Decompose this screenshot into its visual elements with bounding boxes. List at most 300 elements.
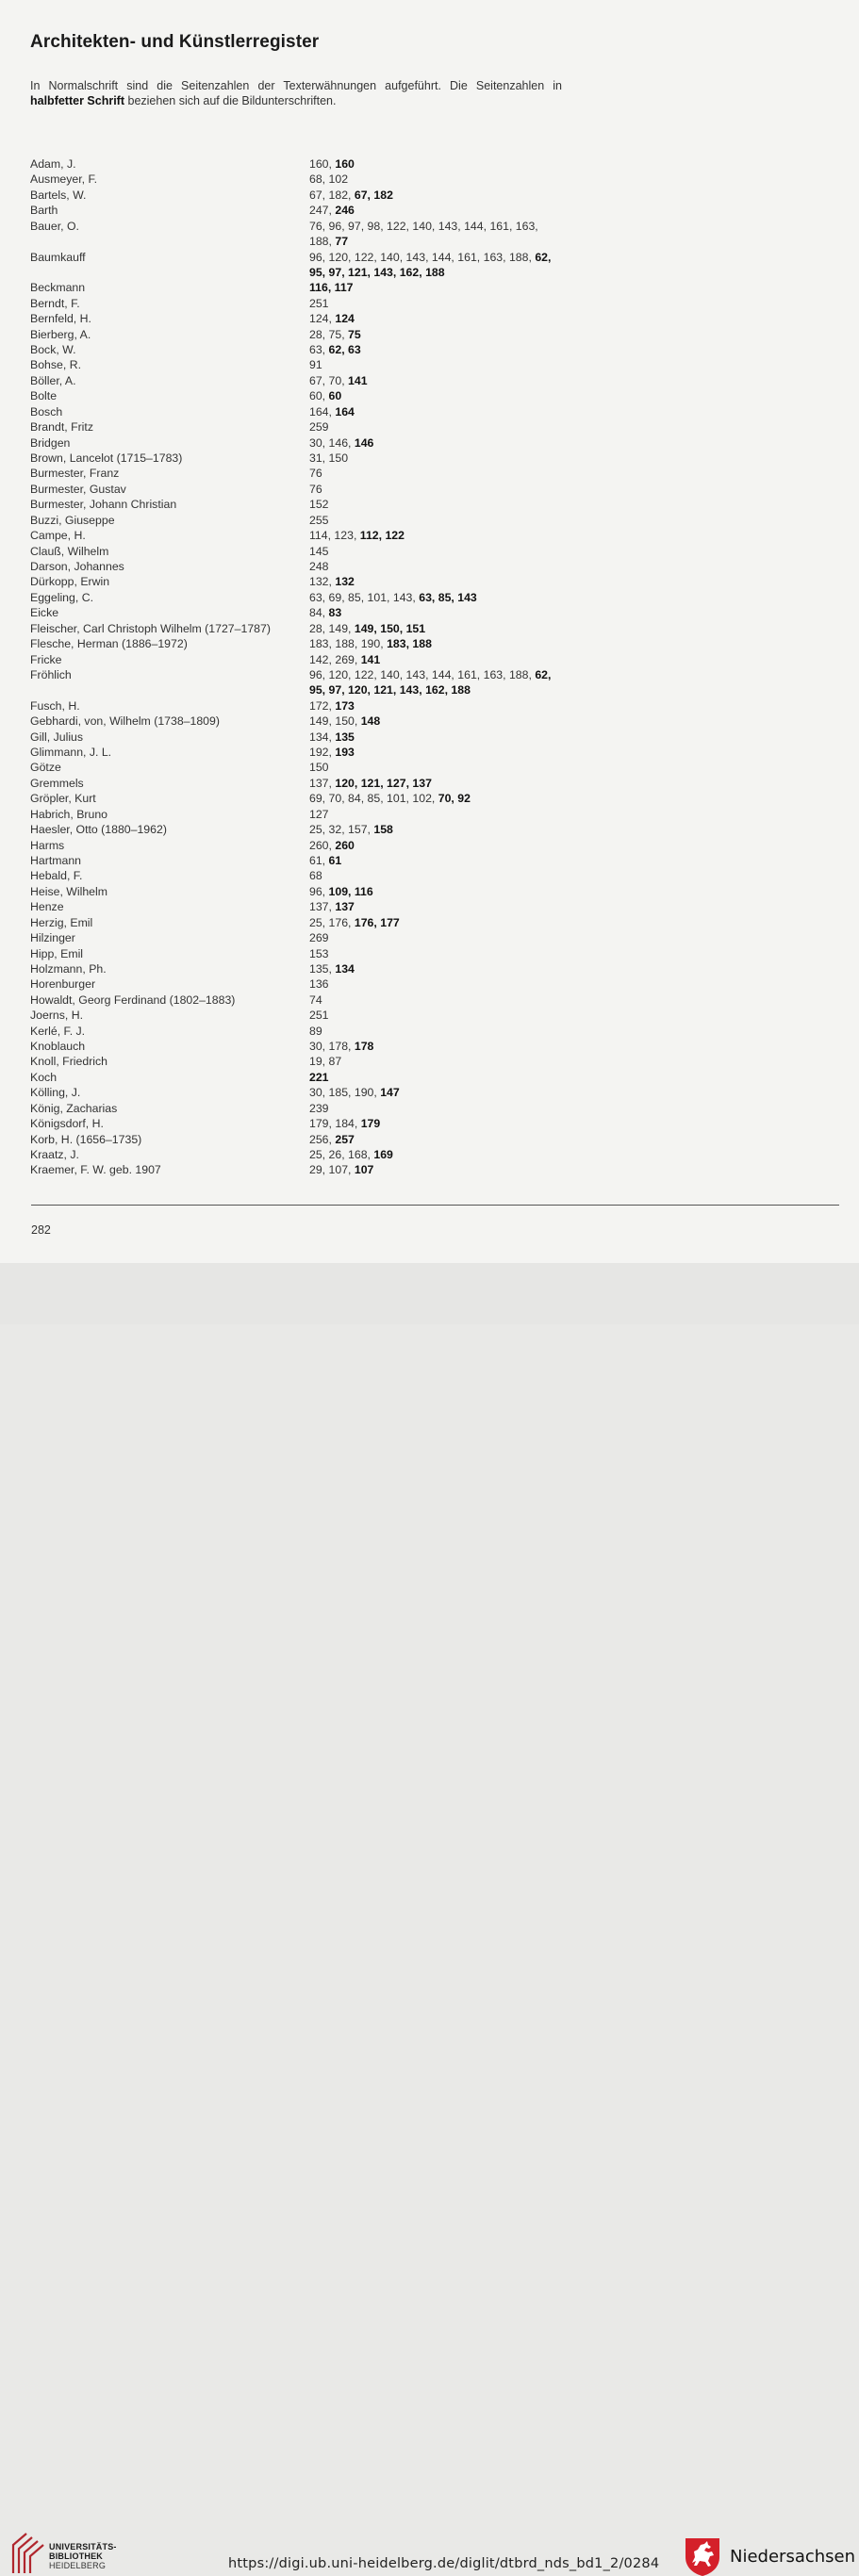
register-entry [30,807,596,822]
entry-name: Bernfeld, H. [30,312,91,326]
figure-page-refs: 149, 150, 151 [354,621,426,635]
document-url-link[interactable]: https://digi.ub.uni-heidelberg.de/diglit/dtbrd_nds_bd1_2/0284 [228,2556,660,2571]
register-entry [30,590,596,605]
entry-pages [309,760,564,775]
entry-name: Howaldt, Georg Ferdinand (1802–1883) [30,993,236,1007]
text-page-refs: 25, 176, [309,915,355,929]
figure-page-refs: 62, 95, 97, 120, 121, 143, 162, 188 [309,667,552,697]
entry-pages [309,714,564,729]
entry-name: Eicke [30,606,59,620]
figure-page-refs: 67, 182 [354,188,393,202]
text-page-refs: 76 [309,467,322,481]
text-page-refs: 30, 146, [309,435,355,450]
entry-name: Ausmeyer, F. [30,172,98,187]
page-title: Architekten- und Künstlerregister [30,32,320,52]
register-entry [30,188,596,203]
text-page-refs: 91 [309,358,322,372]
entry-pages [309,1162,564,1177]
entry-name: Horenburger [30,977,96,992]
register-entry [30,1116,596,1131]
text-page-refs: 124, [309,312,336,326]
register-entry [30,652,596,667]
entry-name: Gröpler, Kurt [30,792,96,806]
figure-page-refs: 178 [354,1040,374,1054]
entry-pages [309,791,564,806]
viewer-footer [0,1263,859,2571]
entry-pages [309,899,564,914]
entry-name: Clauß, Wilhelm [30,544,109,558]
text-page-refs: 183, 188, 190, [309,637,388,651]
register-entry [30,357,596,372]
text-page-refs: 28, 149, [309,621,355,635]
entry-name: Brown, Lancelot (1715–1783) [30,451,183,466]
register-entry [30,280,596,295]
entry-pages [309,915,564,930]
entry-pages [309,667,564,698]
entry-name: Knoll, Friedrich [30,1055,108,1069]
text-page-refs: 29, 107, [309,1163,355,1177]
figure-page-refs: 120, 121, 127, 137 [335,776,432,790]
text-page-refs: 145 [309,544,329,558]
figure-page-refs: 124 [335,312,355,326]
entry-pages [309,1101,564,1116]
entry-name: Korb, H. (1656–1735) [30,1132,142,1146]
entry-name: Habrich, Bruno [30,807,108,821]
entry-pages [309,730,564,745]
register-list [30,156,596,1178]
entry-name: Bauer, O. [30,219,79,233]
entry-name: Adam, J. [30,157,76,171]
entry-name: Hilzinger [30,931,75,945]
entry-name: Hartmann [30,853,81,867]
entry-pages [309,590,564,605]
entry-name: Heise, Wilhelm [30,884,107,898]
entry-pages [309,1147,564,1162]
register-entry [30,327,596,342]
text-page-refs: 67, 182, [309,188,355,202]
entry-pages [309,1024,564,1039]
entry-name: Böller, A. [30,373,76,387]
text-page-refs: 179, 184, [309,1117,361,1131]
register-entry [30,714,596,729]
entry-name: Berndt, F. [30,296,80,310]
entry-name: Fröhlich [30,667,72,681]
register-entry [30,219,596,250]
register-entry [30,868,596,883]
register-entry [30,667,596,698]
entry-pages [309,528,564,543]
entry-name: Dürkopp, Erwin [30,575,110,589]
entry-pages [309,1116,564,1131]
niedersachsen-horse-logo-icon [684,2536,721,2576]
page-number: 282 [31,1223,51,1237]
entry-pages [309,559,564,574]
text-page-refs: 260, [309,838,336,852]
entry-name: Flesche, Herman (1886–1972) [30,637,188,651]
university-library-name: UNIVERSITÄTS- BIBLIOTHEK HEIDELBERG [49,2542,117,2570]
entry-pages [309,838,564,853]
register-entry [30,1039,596,1054]
entry-pages [309,807,564,822]
figure-page-refs: 107 [354,1163,374,1177]
entry-name: König, Zacharias [30,1101,118,1115]
entry-name: Joerns, H. [30,1009,84,1023]
entry-pages [309,219,564,250]
figure-page-refs: 146 [354,435,374,450]
text-page-refs: 30, 178, [309,1040,355,1054]
text-page-refs: 74 [309,993,322,1007]
entry-pages [309,1054,564,1069]
register-entry [30,822,596,837]
entry-pages [309,930,564,945]
entry-pages [309,172,564,187]
entry-name: Knoblauch [30,1040,86,1054]
entry-name: Gebhardi, von, Wilhelm (1738–1809) [30,714,220,729]
register-entry [30,559,596,574]
register-entry [30,930,596,945]
text-page-refs: 134, [309,730,336,744]
text-page-refs: 61, [309,853,329,867]
entry-name: Fleischer, Carl Christoph Wilhelm (1727–1787) [30,621,271,635]
entry-name: Königsdorf, H. [30,1117,104,1131]
register-entry [30,961,596,976]
entry-pages [309,451,564,466]
text-page-refs: 25, 32, 157, [309,823,374,837]
figure-page-refs: 169 [373,1148,393,1161]
text-page-refs: 164, [309,404,336,418]
entry-pages [309,404,564,419]
figure-page-refs: 148 [360,714,381,729]
text-page-refs: 160, [309,157,336,171]
register-entry [30,1085,596,1100]
register-entry [30,528,596,543]
figure-page-refs: 60 [328,389,342,403]
text-page-refs: 256, [309,1132,336,1146]
entry-pages [309,188,564,203]
text-page-refs: 251 [309,1009,329,1023]
entry-pages [309,976,564,992]
entry-name: Holzmann, Ph. [30,961,107,976]
entry-name: Darson, Johannes [30,559,124,573]
figure-page-refs: 132 [335,575,355,589]
university-library-logo-icon[interactable] [9,2532,47,2575]
register-entry [30,1132,596,1147]
entry-name: Fricke [30,652,62,666]
figure-page-refs: 158 [373,823,393,837]
entry-name: Haesler, Otto (1880–1962) [30,823,167,837]
text-page-refs: 251 [309,296,329,310]
register-entry [30,250,596,281]
register-entry [30,993,596,1008]
figure-page-refs: 62, 63 [328,343,361,357]
text-page-refs: 69, 70, 84, 85, 101, 102, [309,792,438,806]
figure-page-refs: 257 [335,1132,355,1146]
register-entry [30,1147,596,1162]
text-page-refs: 259 [309,420,329,435]
entry-name: Bock, W. [30,343,76,357]
register-entry [30,156,596,172]
text-page-refs: 127 [309,807,329,821]
register-entry [30,435,596,451]
entry-pages [309,435,564,451]
entry-pages [309,311,564,326]
entry-name: Gill, Julius [30,730,84,744]
entry-name: Burmester, Franz [30,467,120,481]
entry-pages [309,156,564,172]
entry-name: Glimmann, J. L. [30,746,112,760]
intro-bold-text: halbfetter Schrift [30,94,125,107]
text-page-refs: 136 [309,977,329,992]
entry-name: Bartels, W. [30,188,87,202]
entry-name: Beckmann [30,281,86,295]
entry-pages [309,993,564,1008]
entry-name: Barth [30,204,58,218]
text-page-refs: 248 [309,559,329,573]
entry-name: Campe, H. [30,529,86,543]
figure-page-refs: 134 [335,961,355,976]
register-entry [30,915,596,930]
entry-name: Hebald, F. [30,869,83,883]
figure-page-refs: 141 [360,652,381,666]
register-entry [30,838,596,853]
entry-pages [309,946,564,961]
register-entry [30,621,596,636]
figure-page-refs: 61 [328,853,342,867]
figure-page-refs: 112, 122 [359,529,405,543]
register-entry [30,296,596,311]
intro-paragraph [30,78,562,108]
text-page-refs: 255 [309,513,329,527]
text-page-refs: 142, 269, [309,652,361,666]
register-entry [30,636,596,651]
entry-pages [309,497,564,512]
entry-pages [309,373,564,388]
register-entry [30,373,596,388]
figure-page-refs: 179 [360,1117,381,1131]
entry-pages [309,280,564,295]
intro-text-end: beziehen sich auf die Bildunterschriften. [124,94,337,107]
figure-page-refs: 137 [335,900,355,914]
text-page-refs: 269 [309,931,329,945]
register-entry [30,1162,596,1177]
text-page-refs: 76 [309,482,322,496]
register-entry [30,899,596,914]
figure-page-refs: 75 [348,327,361,341]
figure-page-refs: 246 [335,204,355,218]
text-page-refs: 96, [309,884,329,898]
entry-name: Götze [30,761,61,775]
register-entry [30,1024,596,1039]
text-page-refs: 31, 150 [309,451,349,466]
register-entry [30,466,596,481]
entry-pages [309,327,564,342]
figure-page-refs: 63, 85, 143 [419,590,477,604]
entry-pages [309,357,564,372]
state-name: Niedersachsen [730,2547,856,2567]
entry-name: Henze [30,900,64,914]
entry-pages [309,342,564,357]
register-entry [30,574,596,589]
text-page-refs: 135, [309,961,336,976]
text-page-refs: 96, 120, 122, 140, 143, 144, 161, 163, 188, [309,667,536,681]
register-entry [30,1008,596,1023]
entry-pages [309,853,564,868]
entry-name: Koch [30,1070,58,1084]
text-page-refs: 152 [309,498,329,512]
entry-pages [309,652,564,667]
entry-pages [309,621,564,636]
text-page-refs: 60, [309,389,329,403]
figure-page-refs: 221 [309,1070,329,1084]
entry-name: Bolte [30,389,58,403]
document-page [0,0,859,1263]
entry-name: Kraatz, J. [30,1148,79,1161]
entry-pages [309,605,564,620]
figure-page-refs: 193 [335,746,355,760]
entry-pages [309,1008,564,1023]
register-entry [30,946,596,961]
entry-name: Buzzi, Giuseppe [30,513,115,527]
register-entry [30,776,596,791]
text-page-refs: 247, [309,204,336,218]
register-entry [30,1101,596,1116]
register-entry [30,388,596,403]
text-page-refs: 63, 69, 85, 101, 143, [309,590,420,604]
figure-page-refs: 164 [335,404,355,418]
register-entry [30,451,596,466]
register-entry [30,760,596,775]
entry-name: Harms [30,838,65,852]
figure-page-refs: 141 [348,373,368,387]
figure-page-refs: 260 [335,838,355,852]
entry-pages [309,296,564,311]
text-page-refs: 19, 87 [309,1055,342,1069]
register-entry [30,419,596,435]
entry-pages [309,868,564,883]
entry-name: Bridgen [30,435,71,450]
entry-name: Brandt, Fritz [30,420,93,435]
entry-pages [309,1039,564,1054]
figure-page-refs: 83 [328,606,342,620]
register-entry [30,342,596,357]
register-entry [30,745,596,760]
register-entry [30,172,596,187]
register-entry [30,544,596,559]
register-entry [30,730,596,745]
register-entry [30,1054,596,1069]
entry-pages [309,698,564,714]
figure-page-refs: 176, 177 [354,915,400,929]
text-page-refs: 30, 185, 190, [309,1086,381,1100]
text-page-refs: 137, [309,900,336,914]
register-entry [30,853,596,868]
footer-rule [31,1205,839,1206]
entry-pages [309,1085,564,1100]
text-page-refs: 239 [309,1101,329,1115]
entry-name: Bohse, R. [30,358,81,372]
entry-name: Burmester, Gustav [30,482,126,496]
figure-page-refs: 160 [335,157,355,171]
entry-pages [309,776,564,791]
register-entry [30,791,596,806]
entry-pages [309,513,564,528]
figure-page-refs: 147 [380,1086,400,1100]
entry-pages [309,745,564,760]
entry-name: Kraemer, F. W. geb. 1907 [30,1163,161,1177]
text-page-refs: 114, 123, [309,529,360,543]
entry-pages [309,419,564,435]
entry-pages [309,636,564,651]
register-entry [30,513,596,528]
register-entry [30,203,596,218]
entry-pages [309,884,564,899]
text-page-refs: 96, 120, 122, 140, 143, 144, 161, 163, 188, [309,250,536,264]
figure-page-refs: 70, 92 [438,792,471,806]
entry-pages [309,574,564,589]
register-entry [30,1070,596,1085]
text-page-refs: 25, 26, 168, [309,1148,374,1161]
register-entry [30,404,596,419]
entry-pages [309,388,564,403]
text-page-refs: 150 [309,761,329,775]
entry-pages [309,822,564,837]
entry-pages [309,203,564,218]
entry-name: Fusch, H. [30,698,80,713]
figure-page-refs: 62, 95, 97, 121, 143, 162, 188 [309,250,552,279]
entry-name: Gremmels [30,776,84,790]
register-entry [30,884,596,899]
register-entry [30,605,596,620]
register-entry [30,311,596,326]
entry-name: Herzig, Emil [30,915,93,929]
entry-pages [309,544,564,559]
entry-name: Kölling, J. [30,1086,81,1100]
text-page-refs: 89 [309,1024,322,1038]
text-page-refs: 153 [309,946,329,960]
entry-name: Burmester, Johann Christian [30,498,177,512]
register-entry [30,698,596,714]
text-page-refs: 68, 102 [309,172,349,187]
figure-page-refs: 109, 116 [328,884,373,898]
text-page-refs: 132, [309,575,336,589]
entry-pages [309,250,564,281]
figure-page-refs: 173 [335,698,355,713]
text-page-refs: 149, 150, [309,714,361,729]
text-page-refs: 84, [309,606,329,620]
entry-pages [309,1070,564,1085]
intro-text: In Normalschrift sind die Seitenzahlen der Texterwähnungen aufgeführt. Die Seitenzahlen in [30,79,562,92]
text-page-refs: 137, [309,776,336,790]
figure-page-refs: 77 [335,235,349,249]
text-page-refs: 76, 96, 97, 98, 122, 140, 143, 144, 161, 163, 188, [309,219,538,249]
entry-name: Bosch [30,404,63,418]
register-entry [30,482,596,497]
entry-pages [309,482,564,497]
text-page-refs: 172, [309,698,336,713]
register-entry [30,976,596,992]
entry-pages [309,1132,564,1147]
register-entry [30,497,596,512]
entry-name: Hipp, Emil [30,946,84,960]
entry-name: Bierberg, A. [30,327,91,341]
figure-page-refs: 183, 188 [387,637,432,651]
entry-pages [309,961,564,976]
entry-name: Kerlé, F. J. [30,1024,86,1038]
entry-name: Baumkauff [30,250,86,264]
text-page-refs: 63, [309,343,329,357]
figure-page-refs: 135 [335,730,355,744]
text-page-refs: 192, [309,746,336,760]
